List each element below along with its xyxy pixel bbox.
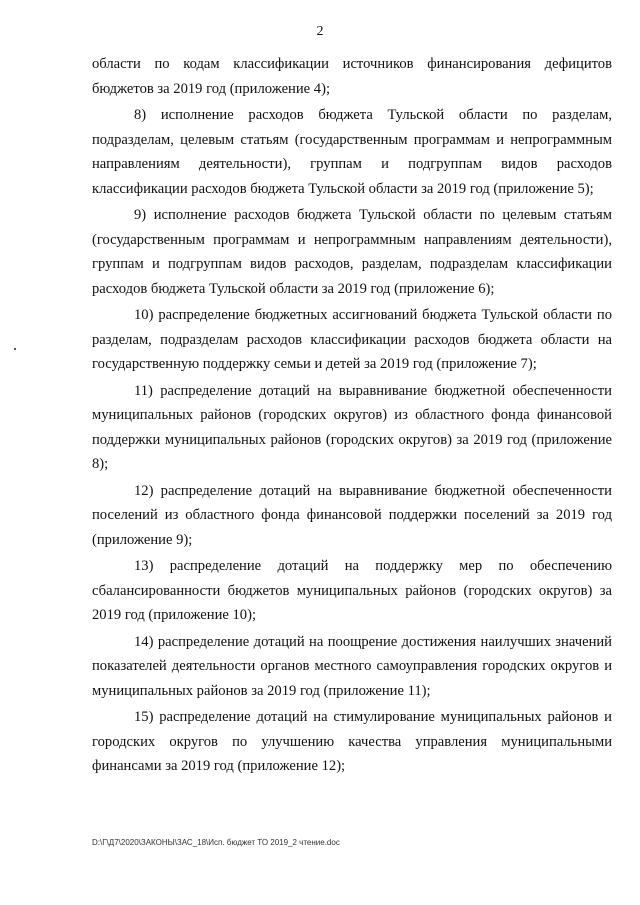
- paragraph-item-14: 14) распределение дотаций на поощрение достижения наилучших значений показателей деятельности органов местного самоуправления городских округов и муниципальных районов за 2019 год (приложение 11);: [92, 633, 612, 699]
- paragraph-item-8: 8) исполнение расходов бюджета Тульской области по разделам, подразделам, целевым статьям (государственным программам и непрограммным направлениям деятельности), группам и подгруппам видов расходов классификации расходов бюджета Тульской области за 2019 год (приложение 5);: [92, 107, 612, 197]
- file-path-footer: D:\Г\Д7\2020\ЗАКОНЫ\ЗАС_18\Исп. бюджет ТО 2019_2 чтение.doc: [92, 838, 340, 847]
- paragraph-item-13: 13) распределение дотаций на поддержку мер по обеспечению сбалансированности бюджетов муниципальных районов (городских округов) за 2019 год (приложение 10);: [92, 558, 612, 623]
- paragraph-item-11: 11) распределение дотаций на выравнивание бюджетной обеспеченности муниципальных районов (городских округов) из областного фонда финансовой поддержки муниципальных районов (городских округов) за 2019 год (приложение 8);: [92, 382, 612, 472]
- margin-mark: [14, 348, 16, 350]
- paragraph-item-9: 9) исполнение расходов бюджета Тульской области по целевым статьям (государственным программам и непрограммным направлениям деятельности), группам и подгруппам видов расходов, разделам, подразделам классификации расходов бюджета Тульской области за 2019 год (приложение 6);: [92, 207, 612, 297]
- paragraph-continuation: области по кодам классификации источников финансирования дефицитов бюджетов за 2019 год (приложение 4);: [92, 56, 612, 97]
- document-body: [92, 52, 612, 781]
- page-number: 2: [316, 24, 324, 39]
- paragraph-item-10: 10) распределение бюджетных ассигнований бюджета Тульской области по разделам, подразделам расходов классификации расходов бюджета области на государственную поддержку семьи и детей за 2019 год (приложение 7);: [92, 307, 612, 372]
- paragraph-item-15: 15) распределение дотаций на стимулирование муниципальных районов и городских округов по улучшению качества управления муниципальными финансами за 2019 год (приложение 12);: [92, 709, 612, 774]
- paragraph-item-12: 12) распределение дотаций на выравнивание бюджетной обеспеченности поселений из областного фонда финансовой поддержки поселений за 2019 год (приложение 9);: [92, 482, 612, 548]
